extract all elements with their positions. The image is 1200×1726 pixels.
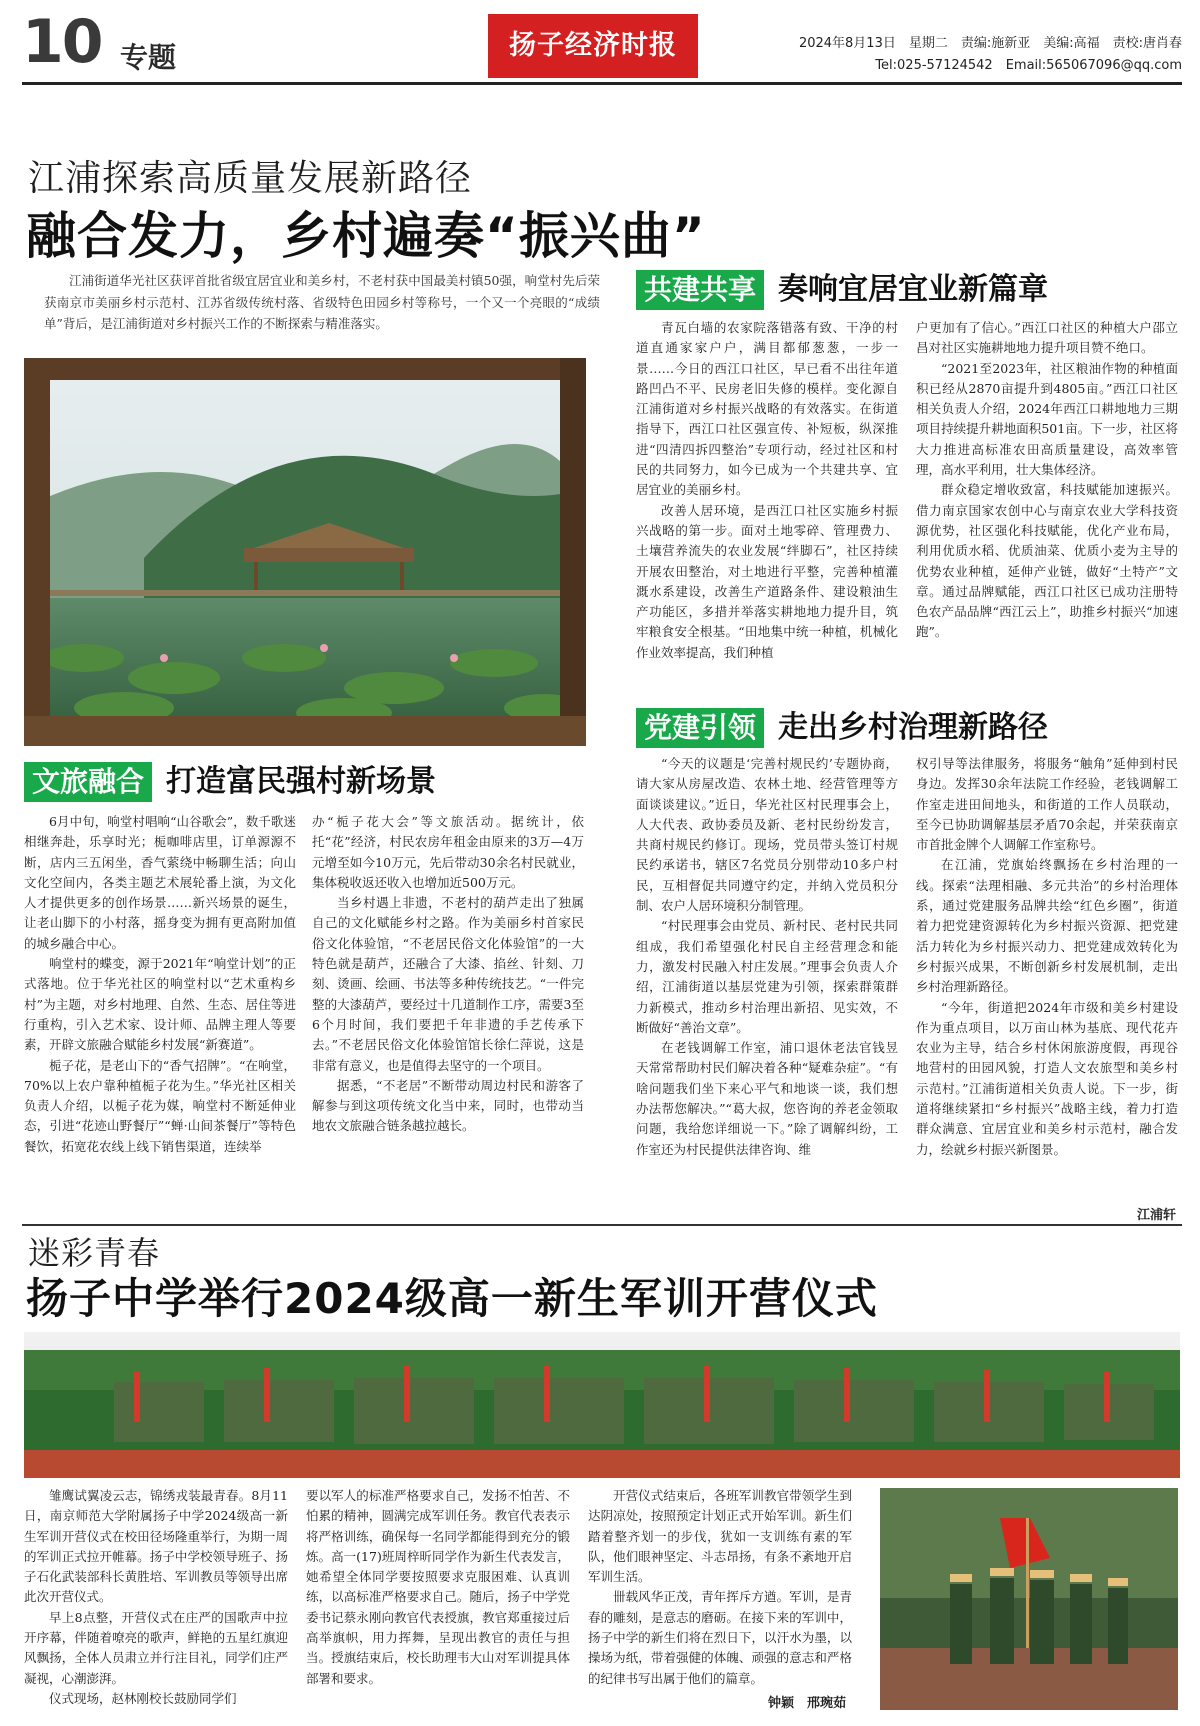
- military-training-field-photo: [24, 1332, 1180, 1478]
- story2-kicker: 迷彩青春: [28, 1234, 161, 1272]
- paragraph: 改善人居环境，是西江口社区实施乡村振兴战略的第一步。面对土地零碎、管理费力、土壤营养流失的农业发展“绊脚石”，社区持续开展农田整治，对土地进行平整，完善种植灌溉水系建设，改善生产道路条件、建设粮油生产功能区，多措并举落实耕地地力提升目，筑牢粮食安全根基。“田地集中统一种植，机械化作业效率提高，我们种植: [636, 502, 898, 660]
- newspaper-logo: [488, 14, 698, 78]
- section-b-tag: 共建共享: [636, 270, 764, 310]
- flag-guard-photo: [880, 1488, 1178, 1710]
- contact-meta: Tel:025-57124542 Email:565067096@qq.com: [875, 58, 1182, 73]
- paragraph: “2021至2023年，社区粮油作物的种植面积已经从2870亩提升到4805亩。”西江口社区相关负责人介绍，2024年西江口耕地地力三期项目持续提升耕地面积501亩。下一步，社区将大力推进高标准农田高质量建设，高效率管理，高水平利用，壮大集体经济。: [916, 360, 1178, 478]
- story2-byline: 钟颖 邢琬茹: [768, 1696, 847, 1711]
- paragraph: 栀子花，是老山下的“香气招牌”。“在响堂，70%以上农户靠种植栀子花为生。”华光社区相关负责人介绍，以栀子花为媒，响堂村不断延伸业态，引进“花迹山野餐厅”“蝉·山间茶餐厅”等特色餐饮，拓宽花农线上线下销售渠道，连续举: [24, 1057, 296, 1154]
- paragraph: 当乡村遇上非遗，不老村的葫芦走出了独属自己的文化赋能乡村之路。作为美丽乡村首家民俗文化体验馆，“不老居民俗文化体验馆”的一大特色就是葫芦，还融合了大漆、掐丝、针刻、刀刻、烫画、绘画、书法等多种传统技艺。“一件完整的大漆葫芦，要经过十几道制作工序，需要3至6个月时间，我们要把千年非遗的手艺传承下去。”不老居民俗文化体验馆馆长徐仁萍说，这是非常有意义，也是值得去坚守的一个项目。: [312, 895, 584, 1073]
- paragraph: 青瓦白墙的农家院落错落有致、干净的村道直通家家户户，满目都郁葱葱，一步一景……今日的西江口社区，早已看不出往年道路凹凸不平、民房老旧失修的模样。变化源自江浦街道对乡村振兴战略的有效落实。在街道指导下，西江口社区强宣传、补短板，纵深推进“四清四拆四整治”专项行动，经过社区和村民的共同努力，如今已成为一个共建共享、宜居宜业的美丽乡村。: [636, 320, 898, 498]
- section-c-col1: [636, 754, 898, 1160]
- paragraph: 6月中旬，响堂村唱响“山谷歌会”，数千歌迷相继奔赴，乐享时光；栀咖啡店里，订单源源不断，店内三五闲坐，香气萦绕中畅聊生活；向山文化空间内，各类主题艺术展轮番上演，为文化人才提供更多的创作场景……新兴场景的诞生，让老山脚下的小村落，摇身变为拥有更高附加值的城乡融合中心。: [24, 814, 296, 951]
- story2-col1: [24, 1486, 288, 1709]
- paragraph: 权引导等法律服务，将服务“触角”延伸到村民身边。发挥30余年法院工作经验，老钱调解工作室走进田间地头，和街道的工作人员联动，至今已协助调解基层矛盾70余起，并荣获南京市首批金牌个人调解工作室称号。: [916, 756, 1178, 853]
- section-b-heading: [636, 270, 1196, 310]
- story1-byline: 江浦轩: [1136, 1208, 1176, 1223]
- logo-text: 扬子经济时报: [509, 30, 677, 61]
- section-a-col2: [312, 812, 584, 1137]
- paragraph: 群众稳定增收致富，科技赋能加速振兴。借力南京国家农创中心与南京农业大学科技资源优势，社区强化科技赋能，优化产业布局，利用优质水稻、优质油菜、优质小麦为主导的优势农业种植，延伸产业链，做好“土特产”文章。通过品牌赋能，西江口社区已成功注册特色农产品品牌“西江云上”，助推乡村振兴“加速跑”。: [916, 482, 1178, 640]
- paragraph: “今天的议题是‘完善村规民约’专题协商，请大家从房屋改造、农林土地、经营管理等方面谈谈建议。”近日，华光社区村民理事会上，人大代表、政协委员及新、老村民纷纷发言，共商村规民约修订。现场，党员带头签订村规民约承诺书，辖区7名党员分别带动10多户村民，互相督促共同遵守约定，并纳入党员积分制、农户人居环境积分制管理。: [636, 756, 898, 914]
- paragraph: 卌载风华正茂，青年挥斥方遒。军训，是青春的雕刻，是意志的磨砺。在接下来的军训中，扬子中学的新生们将在烈日下，以汗水为墨，以操场为纸，带着强健的体魄、顽强的意志和严格的纪律书写出属于他们的篇章。: [588, 1589, 852, 1686]
- section-a-heading: [24, 762, 604, 802]
- story2-col3: [588, 1486, 852, 1689]
- section-c-heading: [636, 708, 1196, 748]
- story-divider: [22, 1224, 1182, 1226]
- page-number: 10: [22, 7, 102, 77]
- story1-headline: 融合发力，乡村遍奏“振兴曲”: [26, 207, 706, 265]
- section-c-col2: [916, 754, 1178, 1160]
- section-b-col2: [916, 318, 1178, 643]
- paragraph: “村民理事会由党员、新村民、老村民共同组成，我们希望强化村民自主经营理念和能力，激发村民融入村庄发展。”理事会负责人介绍，江浦街道以基层党建为引领，探索群策群力新模式，推动乡村治理出新招、见实效，不断做好“善治文章”。: [636, 918, 898, 1035]
- section-c-tag: 党建引领: [636, 708, 764, 748]
- section-c-title: 走出乡村治理新路径: [778, 710, 1049, 745]
- story1-lead: 江浦街道华光社区获评首批省级宜居宜业和美乡村，不老村获中国最美村镇50强，响堂村先后荣获南京市美丽乡村示范村、江苏省级传统村落、省级特色田园乡村等称号，一个又一个亮眼的“成绩单”背后，是江浦街道对乡村振兴工作的不断探索与精准落实。: [44, 273, 600, 331]
- paragraph: 户更加有了信心。”西江口社区的种植大户邵立昌对社区实施耕地地力提升项目赞不绝口。: [916, 320, 1178, 356]
- story1-kicker: 江浦探索高质量发展新路径: [28, 158, 473, 199]
- section-b-col1: [636, 318, 898, 663]
- story2-headline: 扬子中学举行2024级高一新生军训开营仪式: [26, 1274, 878, 1323]
- section-b-title: 奏响宜居宜业新篇章: [778, 272, 1049, 307]
- paragraph: 在老钱调解工作室，浦口退休老法官钱昱天常常帮助村民们解决着各种“疑难杂症”。“有啥问题我们坐下来心平气和地谈一谈，我们想办法帮您解决。”“葛大叔，您咨询的养老金领取问题，我给您详细说一下。”除了调解纠纷，工作室还为村民提供法律咨询、维: [636, 1040, 898, 1157]
- paragraph: 据悉，“不老居”不断带动周边村民和游客了解参与到这项传统文化当中来，同时，也带动当地农文旅融合链条越拉越长。: [312, 1077, 584, 1134]
- issue-meta: 2024年8月13日 星期二 责编:施新亚 美编:高福 责校:唐肖春: [798, 36, 1182, 51]
- section-a-title: 打造富民强村新场景: [166, 764, 437, 799]
- paragraph: 要以军人的标准严格要求自己，发扬不怕苦、不怕累的精神，圆满完成军训任务。教官代表表示将严格训练，确保每一名同学都能得到充分的锻炼。高一(17)班周梓昕同学作为新生代表发言，她希望全体同学要按照要求克服困难、认真训练，以高标准严格要求自己。随后，扬子中学党委书记蔡永刚向教官代表授旗，教官郑重接过后高举旗帜，用力挥舞，呈现出教官的责任与担当。授旗结束后，校长助理韦大山对军训提具体部署和要求。: [306, 1488, 570, 1686]
- paragraph: 响堂村的蝶变，源于2021年“响堂计划”的正式落地。位于华光社区的响堂村以“艺术重构乡村”为主题，对乡村地理、自然、生态、居住等进行重构，引入艺术家、设计师、品牌主理人等要素，开辟文旅融合赋能乡村发展“新赛道”。: [24, 956, 296, 1053]
- story2-col2: [306, 1486, 570, 1689]
- paragraph: 办“栀子花大会”等文旅活动。据统计，依托“花”经济，村民农房年租金由原来的3万—4万元增至如今10万元，先后带动30余名村民就业，集体税收返还收入也增加近500万元。: [312, 814, 584, 890]
- paragraph: 仪式现场，赵林刚校长鼓励同学们: [49, 1690, 237, 1706]
- section-label: 专题: [120, 41, 177, 74]
- paragraph: 开营仪式结束后，各班军训教官带领学生到达阴凉处，按照预定计划正式开始军训。新生们踏着整齐划一的步伐，犹如一支训练有素的军队，他们眼神坚定、斗志昂扬，有条不紊地开启军训生活。: [588, 1488, 852, 1585]
- paragraph: 雏鹰试翼凌云志，锦绣戎装最青春。8月11日，南京师范大学附属扬子中学2024级高一新生军训开营仪式在校田径场隆重举行，为期一周的军训正式拉开帷幕。扬子中学校领导班子、扬子石化武装部科长黄胜培、军训教员等领导出席此次开营仪式。: [24, 1488, 288, 1605]
- paragraph: “今年，街道把2024年市级和美乡村建设作为重点项目，以万亩山林为基底、现代花卉农业为主导，结合乡村休闲旅游度假，再现谷地营村的田园风貌，打造人文农旅型和美乡村示范村。”江浦街道相关负责人说。下一步，街道将继续紧扣“乡村振兴”战略主线，着力打造群众满意、宜居宜业和美乡村示范村，融合发力，绘就乡村振兴新图景。: [916, 999, 1178, 1157]
- paragraph: 早上8点整，开营仪式在庄严的国歌声中拉开序幕，伴随着嘹亮的歌声，鲜艳的五星红旗迎风飘扬，全体人员肃立并行注目礼，同学们庄严凝视，心潮澎湃。: [24, 1609, 288, 1686]
- section-a-col1: [24, 812, 296, 1157]
- paragraph: 在江浦，党旗始终飘扬在乡村治理的一线。探索“法理相融、多元共治”的乡村治理体系，通过党建服务品牌共绘“红色乡圈”，街道着力把党建资源转化为乡村振兴资源、把党建活力转化为乡村振兴动力、把党建成效转化为乡村振兴成果，不断创新乡村发展机制，走出乡村治理新路径。: [916, 857, 1178, 995]
- lotus-pond-photo: [24, 358, 586, 746]
- section-a-tag: 文旅融合: [24, 762, 152, 802]
- masthead-rule: [22, 82, 1182, 85]
